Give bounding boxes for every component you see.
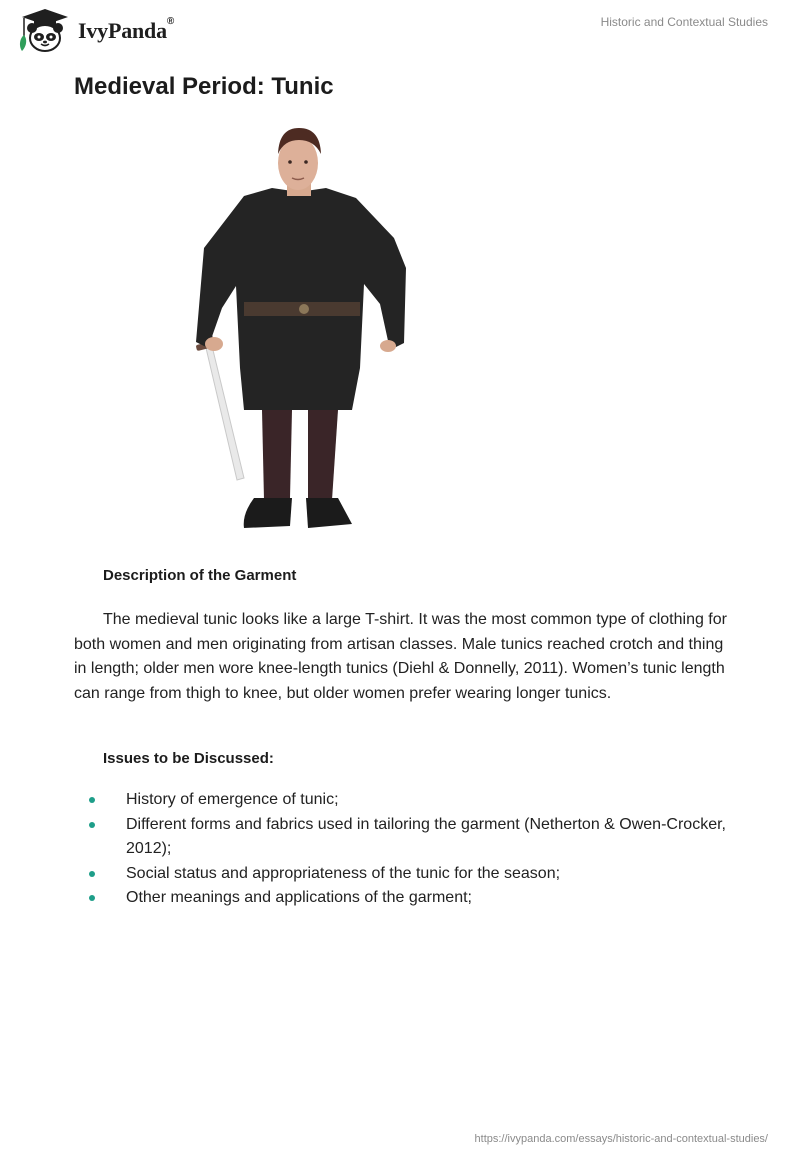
- description-paragraph: The medieval tunic looks like a large T-shirt. It was the most common type of clothing for both women and men originating from artisan classes. Male tunics reached crotch and thing in length; older men wore knee-length tunics (Diehl & Donnelly, 2011). Women’s tunic length can range from thigh to knee, but older women prefer wearing longer tunics.: [74, 611, 727, 702]
- medieval-tunic-figure-icon: [94, 118, 504, 542]
- bullet-icon: [89, 822, 95, 828]
- source-url-link[interactable]: https://ivypanda.com/essays/historic-and-contextual-studies/: [474, 1133, 768, 1145]
- list-item-text: Different forms and fabrics used in tailoring the garment (Netherton & Owen-Crocker, 2012);: [126, 815, 726, 857]
- page-header: [0, 0, 800, 64]
- issues-list: [74, 788, 734, 911]
- header-category: Historic and Contextual Studies: [600, 15, 768, 29]
- bullet-icon: [89, 797, 95, 803]
- issues-heading: Issues to be Discussed:: [103, 750, 274, 767]
- list-item: [74, 886, 734, 911]
- brand-name: IvyPanda®: [78, 16, 175, 43]
- list-item-text: Other meanings and applications of the garment;: [126, 889, 472, 906]
- ivypanda-logo[interactable]: [14, 6, 174, 56]
- description-heading: Description of the Garment: [103, 567, 297, 584]
- panda-graduate-icon: [14, 7, 76, 55]
- bullet-icon: [89, 895, 95, 901]
- list-item-text: Social status and appropriateness of the tunic for the season;: [126, 864, 561, 882]
- list-item: [74, 788, 734, 813]
- list-item: [74, 813, 734, 862]
- page-title: Medieval Period: Tunic: [74, 73, 334, 100]
- sword-icon: [196, 331, 244, 480]
- list-item-text: History of emergence of tunic;: [126, 791, 339, 808]
- tunic-figure-image: [94, 118, 504, 542]
- bullet-icon: [89, 871, 95, 877]
- list-item: [74, 862, 734, 887]
